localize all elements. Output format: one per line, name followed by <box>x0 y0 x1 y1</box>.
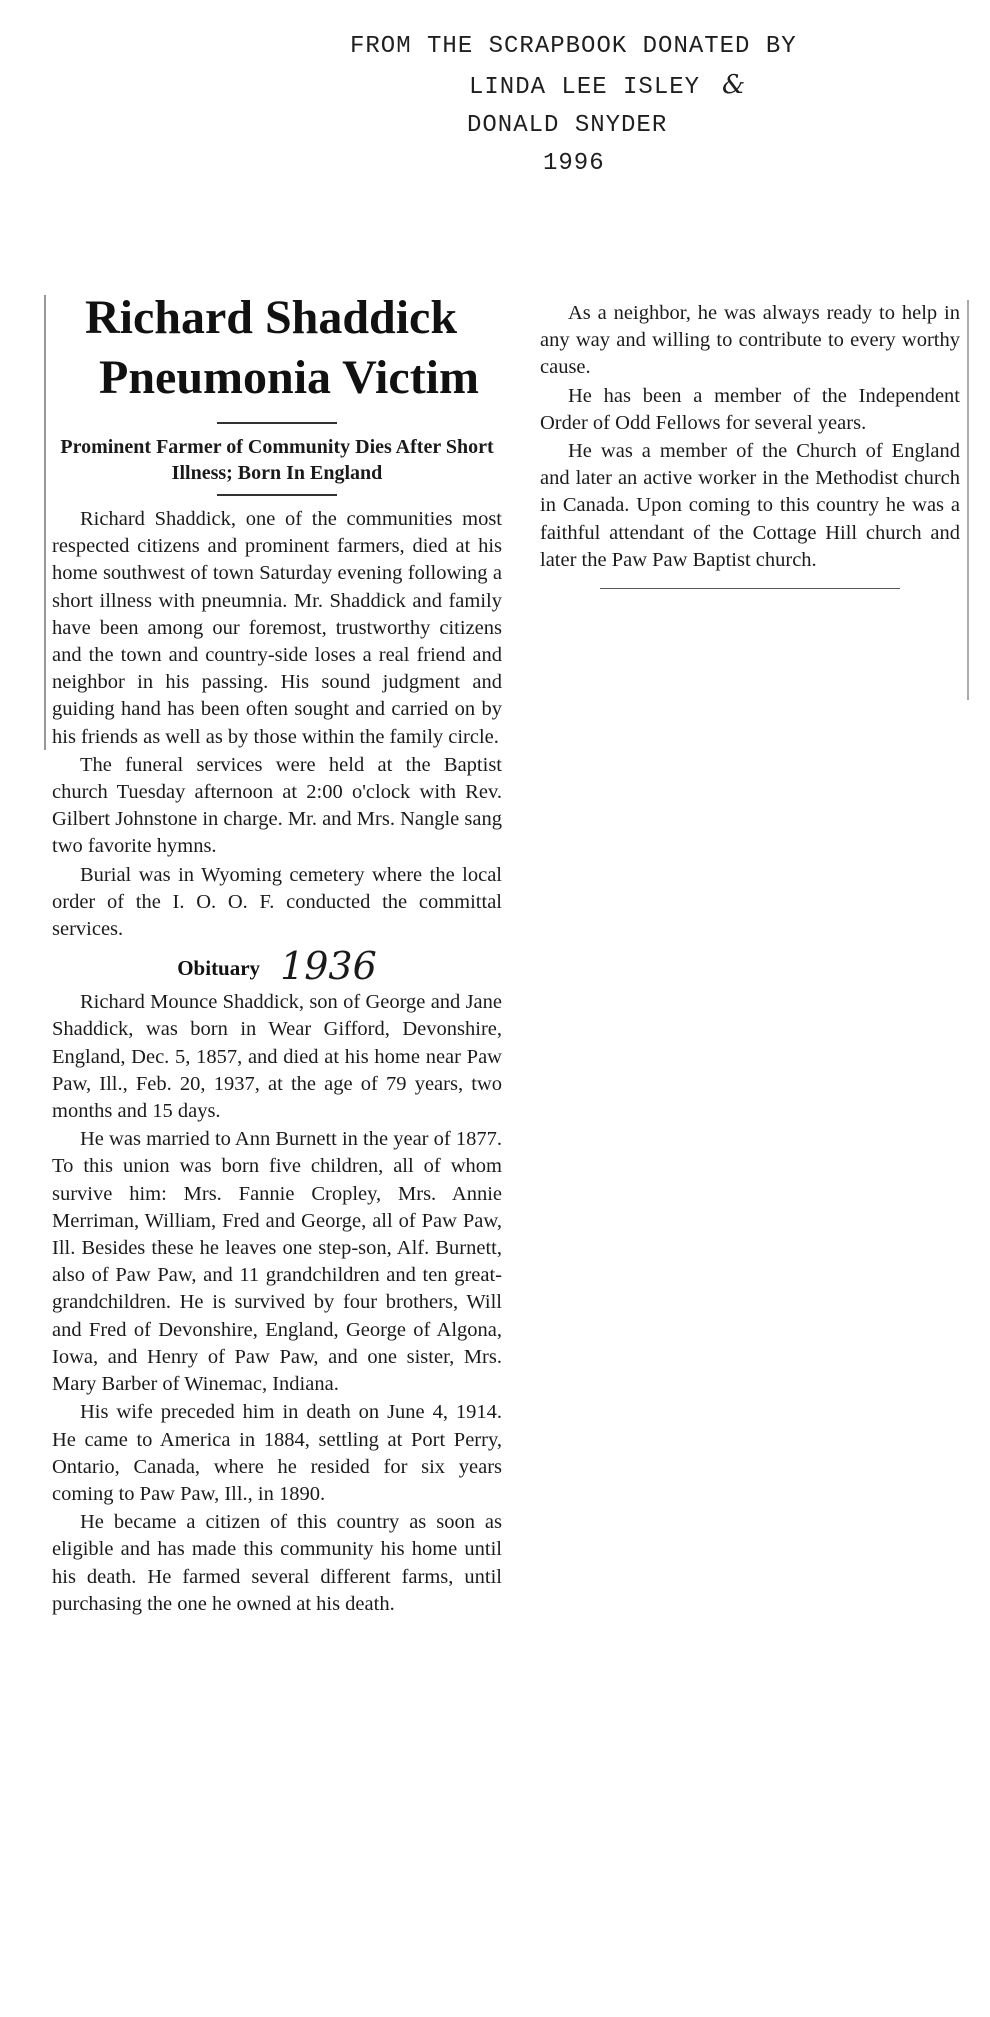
article-column-right <box>540 300 960 589</box>
handwritten-ampersand: & <box>722 70 747 100</box>
article-headline <box>52 288 502 408</box>
obituary-heading <box>52 944 502 989</box>
header-line-snyder: DONALD SNYDER <box>467 112 668 139</box>
body-paragraph-3: Burial was in Wyoming cemetery where the local order of the I. O. O. F. conducted the committal services. <box>52 863 502 941</box>
article-subhead: Prominent Farmer of Community Dies After Short Illness; Born In England <box>60 436 494 484</box>
article-body <box>52 506 502 943</box>
header-year: 1996 <box>543 150 605 177</box>
obituary-heading-label: Obituary <box>177 956 261 981</box>
header-line-isley <box>340 66 860 107</box>
body-paragraph-1: Richard Shaddick, one of the communities most respected citizens and prominent farmers, died at his home southwest of town Saturday evening following a short illness with pneumnia. Mr. Shaddick and family have been among our foremost, trustworthy citizens and the town and country-side loses a real friend and neighbor in his passing. His sound judgment and guiding hand has been often sought and carried on by his friends as well as by those within the family circle. <box>52 508 502 748</box>
column-rule-left <box>44 295 46 750</box>
obituary-paragraph-4: He became a citizen of this country as soon as eligible and has made this community his home until his death. He farmed several different farms, until purchasing the one he owned at his death. <box>52 1511 502 1615</box>
header-line-donated: FROM THE SCRAPBOOK DONATED BY <box>350 33 797 60</box>
column-end-rule <box>600 588 900 589</box>
headline-divider <box>217 422 337 424</box>
handwritten-year: 1936 <box>280 944 377 989</box>
obituary-body <box>52 989 502 1618</box>
continued-body <box>540 300 960 574</box>
scrapbook-header <box>340 28 860 183</box>
continued-paragraph-1: As a neighbor, he was always ready to help in any way and willing to contribute to every worthy cause. <box>540 302 960 379</box>
body-paragraph-2: The funeral services were held at the Baptist church Tuesday afternoon at 2:00 o'clock with Rev. Gilbert Johnstone in charge. Mr. and Mrs. Nangle sang two favorite hymns. <box>52 753 502 858</box>
article-column-left <box>52 288 502 1619</box>
headline-line-1: Richard Shaddick <box>84 291 458 344</box>
continued-paragraph-2: He has been a member of the Independent Order of Odd Fellows for several years. <box>540 384 960 434</box>
continued-paragraph-3: He was a member of the Church of England and later an active worker in the Methodist church in Canada. Upon coming to this country he was a faithful attendant of the Cottage Hill church and later the Paw Paw Baptist church. <box>540 440 960 571</box>
obituary-paragraph-2: He was married to Ann Burnett in the year of 1877. To this union was born five children, all of whom survive him: Mrs. Fannie Cropley, Mrs. Annie Merriman, William, Fred and George, all of Paw Paw, Ill. Besides these he leaves one step-son, Alf. Burnett, also of Paw Paw, and 11 grandchildren and ten great-grandchildren. He is survived by four brothers, Will and Fred of Devonshire, England, George of Algona, Iowa, and Henry of Paw Paw, and one sister, Mrs. Mary Barber of Winemac, Indiana. <box>52 1128 502 1396</box>
subhead-divider <box>217 494 337 496</box>
headline-line-2: Pneumonia Victim <box>99 351 479 404</box>
header-donor-name: LINDA LEE ISLEY <box>469 74 701 101</box>
obituary-paragraph-1: Richard Mounce Shaddick, son of George and Jane Shaddick, was born in Wear Gifford, Devonshire, England, Dec. 5, 1857, and died at his home near Paw Paw, Ill., Feb. 20, 1937, at the age of 79 years, two months and 15 days. <box>52 991 502 1123</box>
obituary-paragraph-3: His wife preceded him in death on June 4, 1914. He came to America in 1884, settling at Port Perry, Ontario, Canada, where he resided for six years coming to Paw Paw, Ill., in 1890. <box>52 1401 502 1505</box>
column-rule-right <box>967 300 969 700</box>
